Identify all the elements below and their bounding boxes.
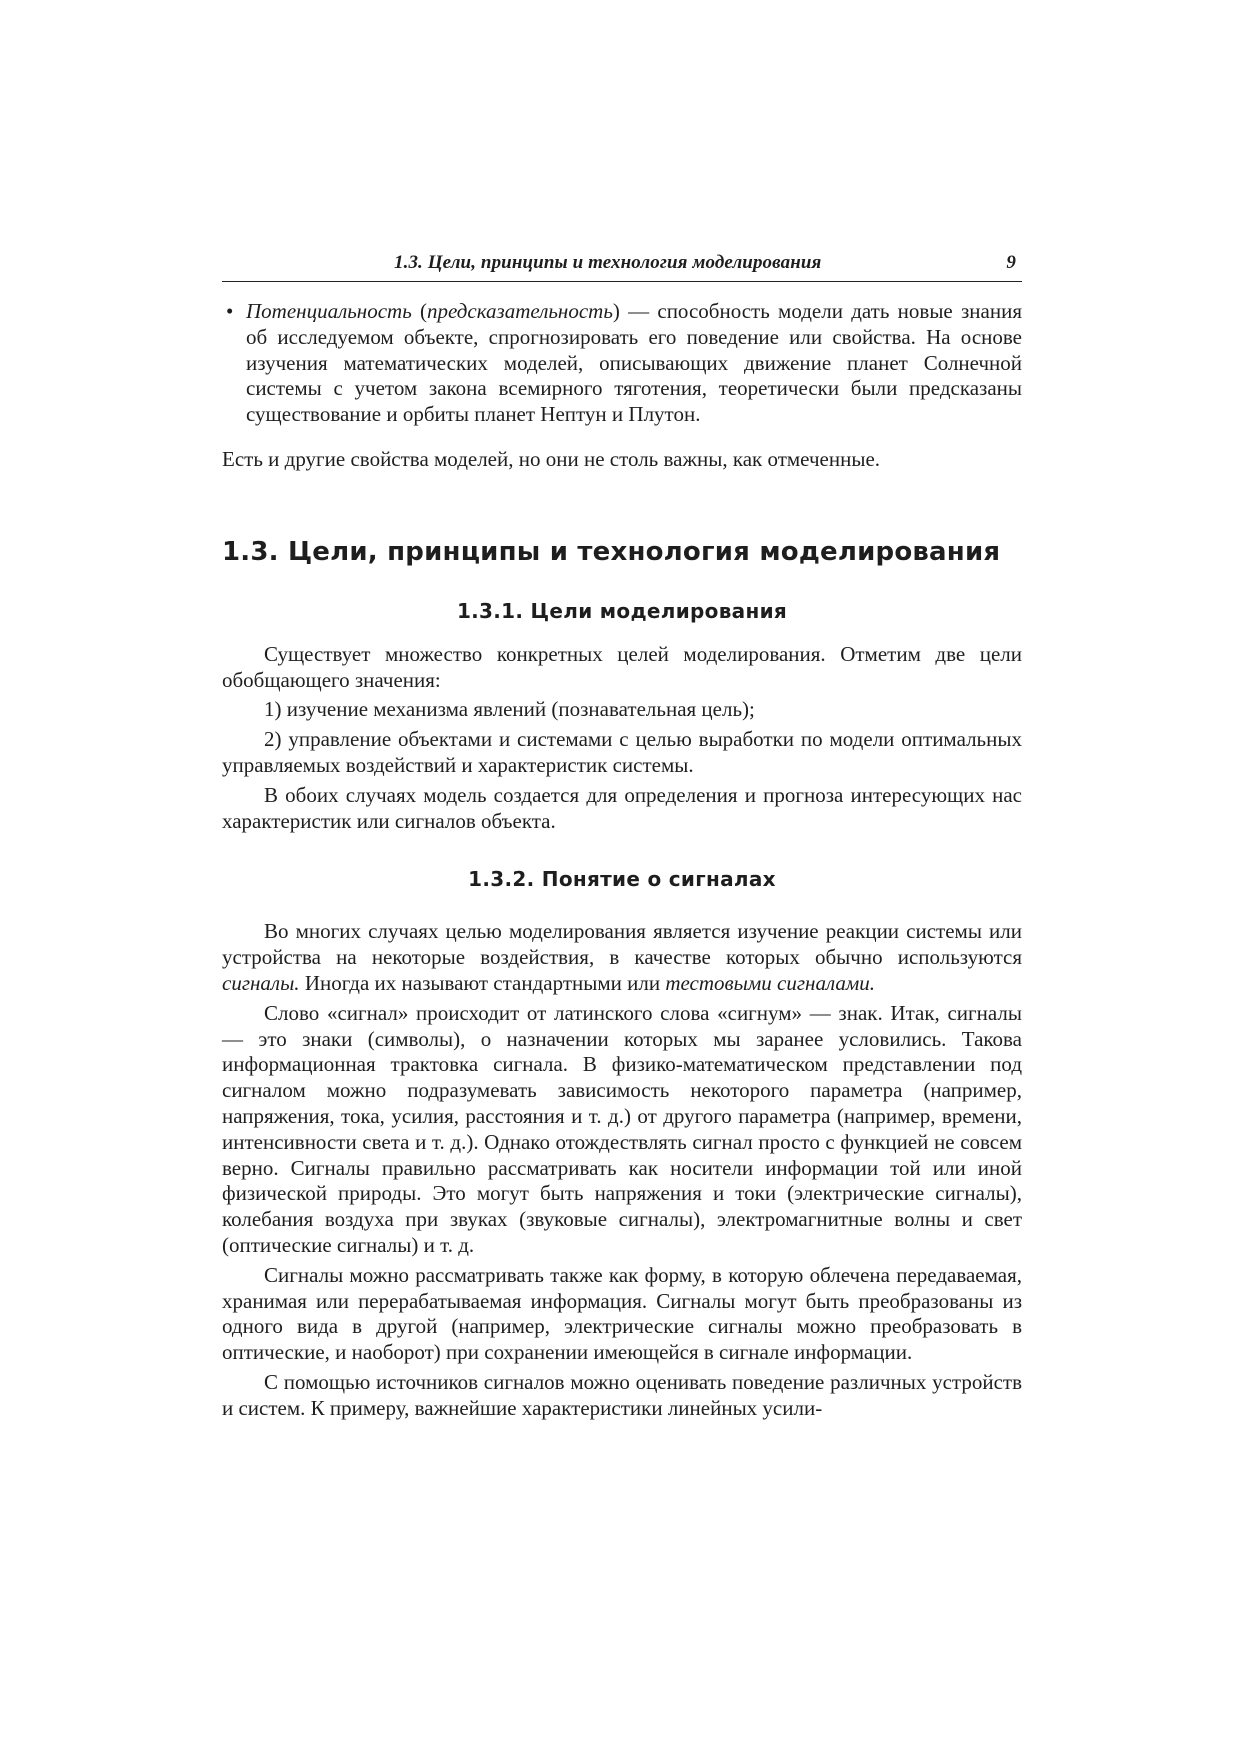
bullet-potentiality xyxy=(222,299,1022,428)
paragraph-signal-sources: С помощью источников сигналов можно оценивать поведение различных устройств и систем. К примеру, важнейшие характеристики линейных усили- xyxy=(222,1369,1022,1420)
bullet-text: ) — способность модели дать новые знания об исследуемом объекте, спрогнозировать его поведение или свойства. На основе изучения математических моделей, описывающих движение планет Солнечной системы с учетом закона всемирного тяготения, теоретически были предсказаны существование и орбиты планет Нептун и Плутон. xyxy=(246,299,1022,427)
paragraph-signal-word: Слово «сигнал» происходит от латинского слова «сигнум» — знак. Итак, сигналы — это знаки (символы), о назначении которых мы заранее условились. Такова информационная трактовка сигнала. В физико-математическом представлении под сигналом можно подразумевать зависимость некоторого параметра (например, напряжения, тока, усилия, расстояния и т. д.) от другого параметра (например, времени, интенсивности света и т. д.). Однако отождествлять сигнал просто с функцией не совсем верно. Сигналы правильно рассматривать как носители информации той или иной физической природы. Это могут быть напряжения и токи (электрические сигналы), колебания воздуха при звуках (звуковые сигналы), электромагнитные волны и свет (оптические сигналы) и т. д. xyxy=(222,1000,1022,1257)
subsection-heading-goals: 1.3.1. Цели моделирования xyxy=(456,598,788,623)
paragraph-signals-intro xyxy=(222,919,1022,996)
list-item-goal-2: 2) управление объектами и системами с целью выработки по модели оптимальных управляемых воздействий и характеристик системы. xyxy=(222,727,1022,777)
paren-open: ( xyxy=(411,299,427,323)
running-head-title: 1.3. Цели, принципы и технология моделирования xyxy=(394,252,822,273)
running-head xyxy=(222,252,1022,282)
term-signals: сигналы. xyxy=(222,970,300,995)
signals-intro-text-b: Иногда их называют стандартными или xyxy=(299,970,666,995)
bullet-marker: • xyxy=(226,299,234,323)
paragraph-signal-form: Сигналы можно рассматривать также как форму, в которую облечена передаваемая, хранимая или перерабатываемая информация. Сигналы могут быть преобразованы из одного вида в другой (например, электрические сигналы можно преобразовать в оптические, и наоборот) при сохранении имеющейся в сигнале информации. xyxy=(222,1262,1022,1365)
section-heading: 1.3. Цели, принципы и технология моделирования xyxy=(222,536,1001,567)
term-predictiveness: предсказательность xyxy=(427,299,613,323)
subsection-heading-signals: 1.3.2. Понятие о сигналах xyxy=(468,867,776,892)
term-test-signals: тестовыми сигналами. xyxy=(665,970,876,995)
signals-intro-text-a: Во многих случаях целью моделирования является изучение реакции системы или устройства на некоторые воздействия, в качестве которых обычно используются xyxy=(222,919,1022,970)
paragraph-goals-summary: В обоих случаях модель создается для определения и прогноза интересующих нас характеристик или сигналов объекта. xyxy=(222,782,1022,833)
page-number: 9 xyxy=(1006,252,1016,273)
term-potentiality: Потенциальность xyxy=(246,299,412,323)
paragraph-other-properties: Есть и другие свойства моделей, но они не столь важны, как отмеченные. xyxy=(222,446,881,471)
paragraph-goals-intro: Существует множество конкретных целей моделирования. Отметим две цели обобщающего значения: xyxy=(222,641,1022,692)
list-item-goal-1: 1) изучение механизма явлений (познавательная цель); xyxy=(264,697,755,722)
book-page xyxy=(222,252,1022,1422)
